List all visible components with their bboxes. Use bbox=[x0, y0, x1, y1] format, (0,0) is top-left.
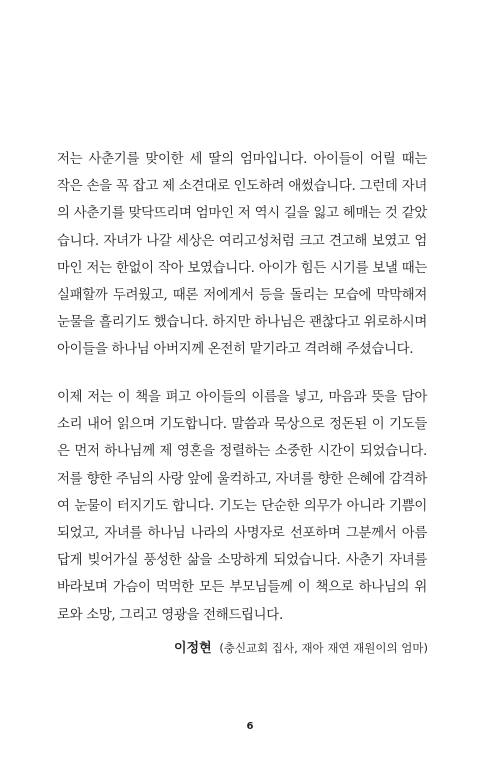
paragraph-1 bbox=[57, 146, 427, 364]
paragraph-line: 로와 소망, 그리고 영광을 전해드립니다. bbox=[57, 607, 283, 623]
page-number: 6 bbox=[246, 721, 254, 732]
paragraph-line: 이제 저는 이 책을 펴고 아이들의 이름을 넣고, 마음과 뜻을 담아 bbox=[57, 390, 427, 405]
paragraph-line: 저를 향한 주님의 사랑 앞에 울컥하고, 자녀를 향한 은혜에 감격하 bbox=[57, 471, 427, 487]
paragraph-line: 습니다. 자녀가 나갈 세상은 여리고성처럼 크고 견고해 보였고 엄 bbox=[57, 233, 427, 249]
paragraph-2 bbox=[57, 384, 427, 629]
paragraph-line: 의 사춘기를 맞닥뜨리며 엄마인 저 역시 길을 잃고 헤매는 것 같았 bbox=[57, 206, 427, 222]
paragraph-line: 답게 빚어가실 풍성한 삶을 소망하게 되었습니다. 사춘기 자녀를 bbox=[57, 553, 427, 569]
paragraph-line: 바라보며 가슴이 먹먹한 모든 부모님들께 이 책으로 하나님의 위 bbox=[57, 580, 427, 596]
paragraph-line: 작은 손을 꼭 잡고 제 소견대로 인도하려 애썼습니다. 그런데 자녀 bbox=[57, 179, 427, 195]
author-signature bbox=[174, 637, 428, 656]
paragraph-line: 저는 사춘기를 맞이한 세 딸의 엄마입니다. 아이들이 어릴 때는 bbox=[57, 152, 427, 167]
paragraph-line: 아이들을 하나님 아버지께 온전히 맡기라고 격려해 주셨습니다. bbox=[57, 342, 414, 358]
paragraph-line: 되었고, 자녀를 하나님 나라의 사명자로 선포하며 그분께서 아름 bbox=[57, 525, 427, 541]
paragraph-line: 눈물을 흘리기도 했습니다. 하지만 하나님은 괜찮다고 위로하시며 bbox=[57, 315, 427, 331]
author-role: (충신교회 집사, 재아 재연 재원이의 엄마) bbox=[219, 641, 428, 655]
paragraph-line: 은 먼저 하나님께 제 영혼을 정렬하는 소중한 시간이 되었습니다. bbox=[57, 444, 427, 460]
paragraph-line: 마인 저는 한없이 작아 보였습니다. 아이가 힘든 시기를 보낼 때는 bbox=[57, 260, 427, 276]
paragraph-line: 소리 내어 읽으며 기도합니다. 말씀과 묵상으로 정돈된 이 기도들 bbox=[57, 417, 427, 433]
author-name: 이정현 bbox=[174, 641, 212, 656]
paragraph-line: 실패할까 두려웠고, 때론 저에게서 등을 돌리는 모습에 막막해져 bbox=[57, 287, 427, 303]
paragraph-line: 여 눈물이 터지기도 합니다. 기도는 단순한 의무가 아니라 기쁨이 bbox=[57, 498, 427, 514]
